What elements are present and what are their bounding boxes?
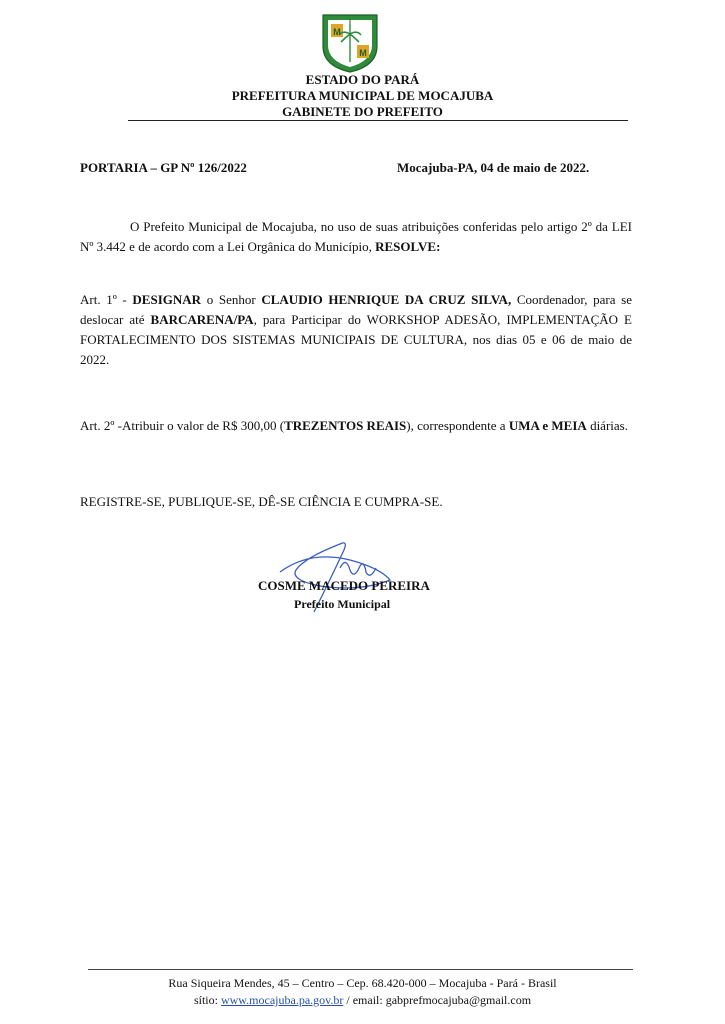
signatory-name: COSME MACEDO PEREIRA bbox=[258, 578, 430, 593]
amount-words: TREZENTOS REAIS bbox=[284, 418, 407, 433]
logo-letter-m-left: M bbox=[333, 27, 341, 37]
footer-address: Rua Siqueira Mendes, 45 – Centro – Cep. 68.420-000 – Mocajuba - Pará - Brasil bbox=[168, 976, 557, 990]
footer-divider bbox=[88, 969, 633, 970]
daily-quantity: UMA e MEIA bbox=[508, 418, 587, 433]
article-2: Art. 2º -Atribuir o valor de R$ 300,00 (TREZENTOS REAIS), correspondente a UMA e MEIA diárias. bbox=[80, 418, 628, 433]
resolve-keyword: RESOLVE: bbox=[375, 239, 441, 254]
portaria-date: Mocajuba-PA, 04 de maio de 2022. bbox=[397, 160, 590, 175]
header-state: ESTADO DO PARÁ bbox=[305, 72, 420, 87]
website-link[interactable]: www.mocajuba.pa.gov.br bbox=[220, 993, 344, 1007]
header-cabinet: GABINETE DO PREFEITO bbox=[282, 104, 443, 119]
header-prefecture: PREFEITURA MUNICIPAL DE MOCAJUBA bbox=[231, 88, 494, 103]
intro-paragraph: O Prefeito Municipal de Mocajuba, no uso de suas atribuições conferidas pelo artigo 2º da LEI Nº 3.442 e de acordo com a Lei Orgânica do Município, RESOLVE: bbox=[80, 219, 632, 254]
closing-statement: REGISTRE-SE, PUBLIQUE-SE, DÊ-SE CIÊNCIA E CUMPRA-SE. bbox=[80, 494, 443, 509]
email-address: gabprefmocajuba@gmail.com bbox=[385, 993, 532, 1007]
destination: BARCARENA/PA bbox=[150, 312, 254, 327]
header-divider bbox=[128, 120, 628, 121]
municipal-coat-of-arms-logo bbox=[319, 12, 381, 74]
logo-letter-m-right: M bbox=[359, 48, 367, 58]
signatory-role: Prefeito Municipal bbox=[294, 597, 391, 611]
designee-name: CLAUDIO HENRIQUE DA CRUZ SILVA, bbox=[261, 292, 512, 307]
article-1: Art. 1º - DESIGNAR o Senhor CLAUDIO HENRIQUE DA CRUZ SILVA, Coordenador, para se deslocar até BARCARENA/PA, para Participar do WORKSHOP ADESÃO, IMPLEMENTAÇÃO E FORTALECIMENTO DOS SISTEMAS MUNICIPAIS DE CULTURA, nos dias 05 e 06 de maio de 2022. bbox=[80, 292, 632, 367]
logo-letter-i: I bbox=[349, 19, 351, 26]
portaria-number: PORTARIA – GP Nº 126/2022 bbox=[80, 160, 247, 175]
footer-contact: sítio: www.mocajuba.pa.gov.br / email: gabprefmocajuba@gmail.com bbox=[193, 993, 532, 1007]
